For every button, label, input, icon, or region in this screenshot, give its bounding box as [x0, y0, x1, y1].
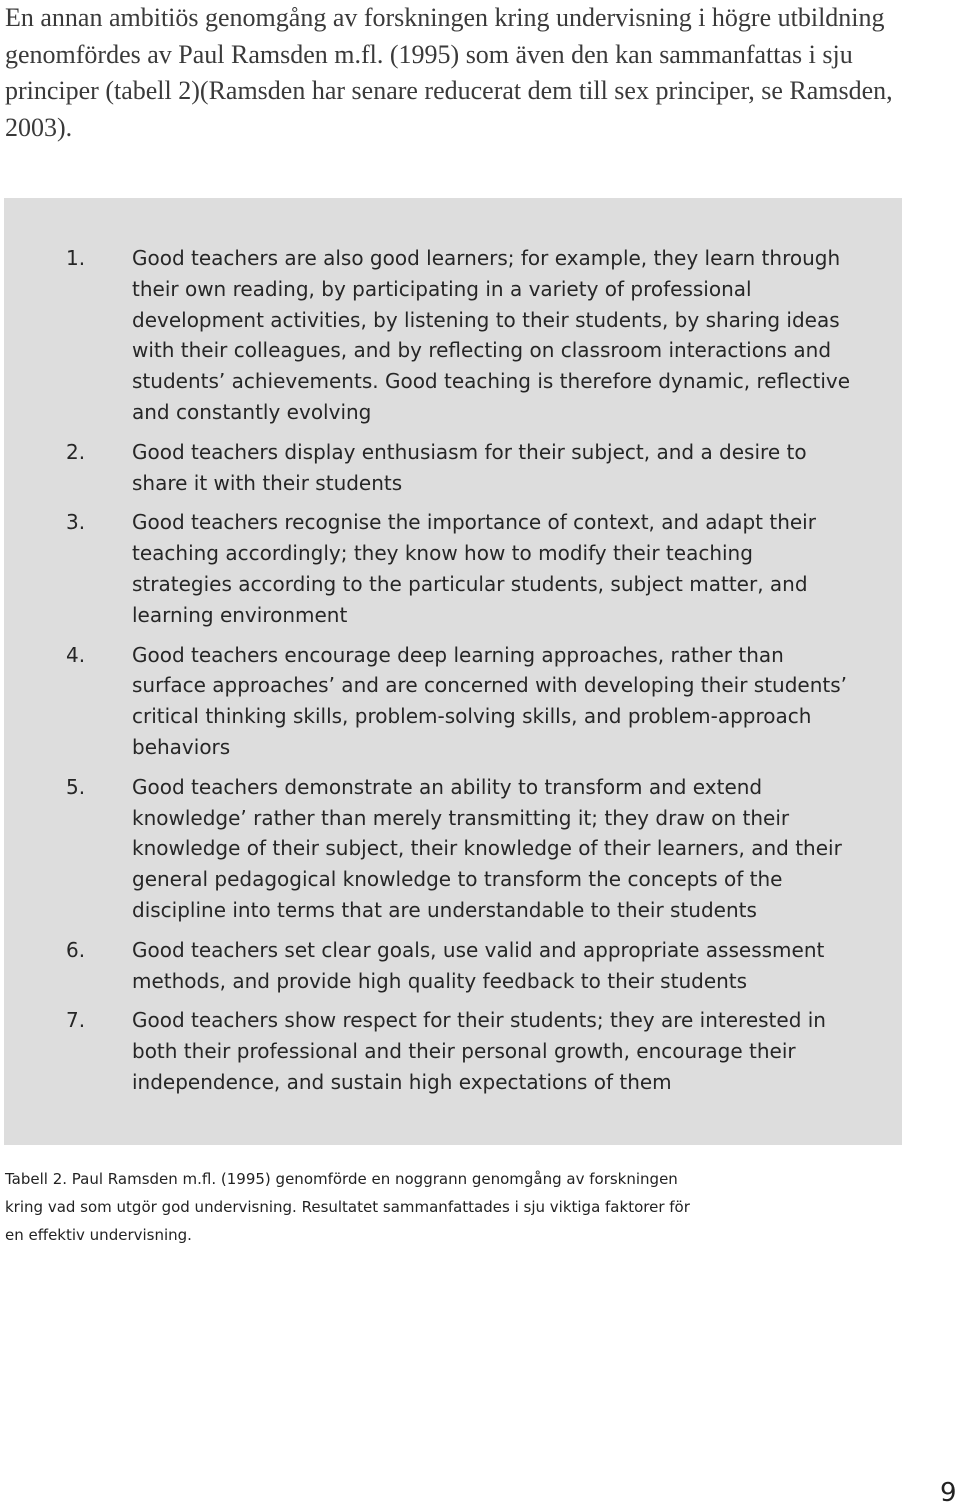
principle-number: 3.: [66, 510, 86, 535]
principle-item-2: [66, 437, 856, 499]
principle-item-5: [66, 772, 856, 926]
principle-text: Good teachers show respect for their students; they are interested in both their professional and their personal growth, encourage their independence, and sustain high expectations of them: [132, 1008, 826, 1094]
principle-text: Good teachers display enthusiasm for their subject, and a desire to share it with their students: [132, 439, 807, 495]
principle-text: Good teachers recognise the importance of context, and adapt their teaching accordingly; they know how to modify their teaching strategies according to the particular students, subject matter, and learning environment: [132, 510, 816, 627]
principle-number: 1.: [66, 246, 86, 270]
principle-number: 6.: [66, 937, 86, 962]
table-caption: Tabell 2. Paul Ramsden m.fl. (1995) genomförde en noggrann genomgång av forskningen kring vad som utgör god undervisning. Resultatet sammanfattades i sju viktiga faktorer för en effektiv undervisning.: [5, 1170, 690, 1244]
page-number: 9: [940, 1478, 957, 1508]
principle-item-7: [66, 1005, 856, 1097]
intro-paragraph: En annan ambitiös genomgång av forskningen kring undervisning i högre utbildning genomfördes av Paul Ramsden m.fl. (1995) som även den kan sammanfattas i sju principer (tabell 2)(Ramsden har senare reducerat dem till sex principer, se Ramsden, 2003).: [5, 3, 893, 142]
principle-item-1: [66, 243, 856, 428]
principle-text: Good teachers encourage deep learning approaches, rather than surface approaches’ and are concerned with developing their students’ critical thinking skills, problem-solving skills, and problem-approach behaviors: [132, 642, 847, 759]
principle-number: 7.: [66, 1008, 86, 1033]
principle-text: Good teachers are also good learners; for example, they learn through their own reading, by participating in a variety of professional development activities, by listening to their students, by sharing ideas with their colleagues, and by reflecting on classroom interactions and students’ achievements. Good teaching is therefore dynamic, reflective and constantly evolving: [132, 246, 851, 424]
principle-item-3: [66, 507, 856, 630]
principle-text: Good teachers demonstrate an ability to transform and extend knowledge’ rather than merely transmitting it; they draw on their knowledge of their subject, their knowledge of their learners, and their general pedagogical knowledge to transform the concepts of the discipline into terms that are understandable to their students: [132, 774, 842, 922]
principle-number: 2.: [66, 439, 86, 464]
principle-number: 4.: [66, 642, 86, 667]
principle-item-4: [66, 640, 856, 763]
principle-number: 5.: [66, 774, 86, 799]
principle-text: Good teachers set clear goals, use valid and appropriate assessment methods, and provide high quality feedback to their students: [132, 937, 825, 993]
principles-list: [66, 243, 856, 1107]
principle-item-6: [66, 935, 856, 997]
